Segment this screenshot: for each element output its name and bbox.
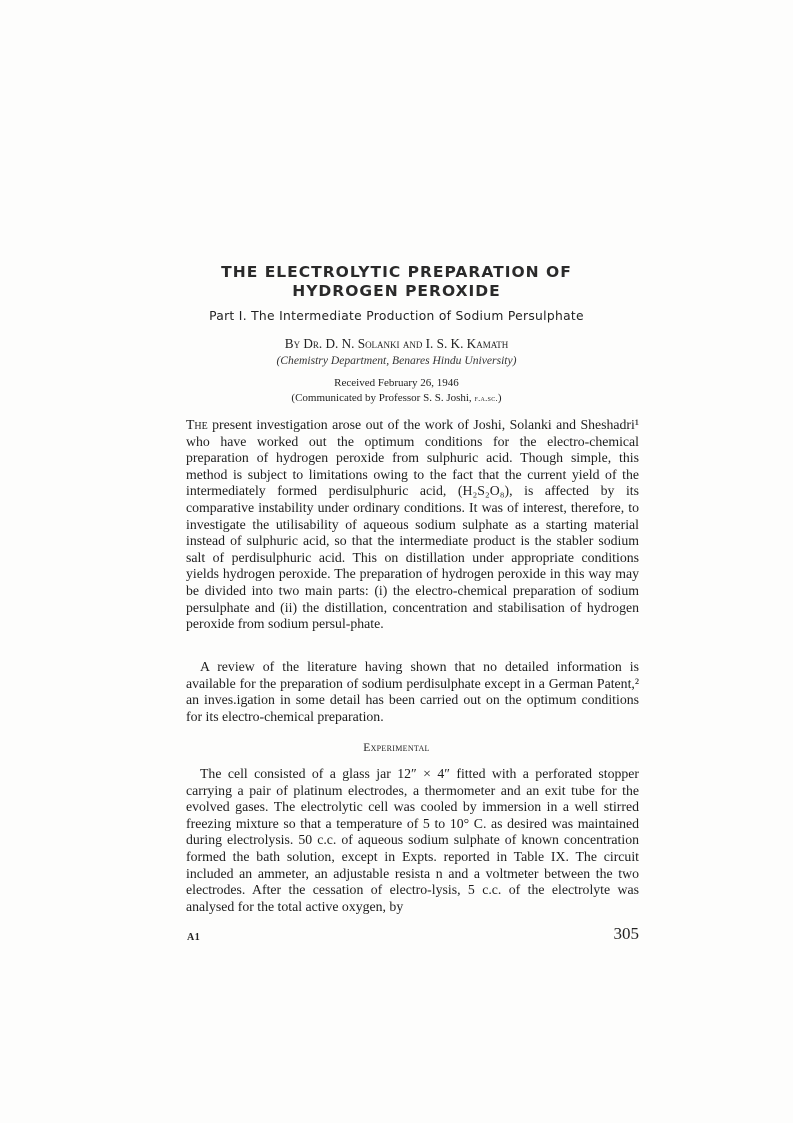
communicated-suffix: ) (497, 392, 502, 404)
affiliation: (Chemistry Department, Benares Hindu University) (276, 354, 517, 367)
introduction-text: present investigation arose out of the work of Joshi, Solanki and Sheshadri¹ who have worked out the optimum conditions for the electro-chemical preparation of hydrogen peroxide from sulphuric acid. Though simple, this method is subject to limitations owing to the fact that the current yield of the intermediately formed perdisulphuric acid, (H₂S₂O₈), is affected by its comparative instability under ordinary conditions. It was of interest, therefore, to investigate the utilisability of aqueous sodium sulphate as a starting material instead of sulphuric acid, so that the intermediate product is the stabler sodium salt of perdisulphuric acid. This on distillation under appropriate conditions yields hydrogen peroxide. The preparation of hydrogen peroxide in this way may be divided into two main parts: (i) the electro-chemical preparation of sodium persulphate and (ii) the distillation, concentration and stabilisation of hydrogen peroxide from sodium persul-phate. (186, 417, 639, 632)
signature-mark: A1 (187, 932, 201, 943)
experimental-paragraph: The cell consisted of a glass jar 12″ × 4″ fitted with a perforated stopper carrying a pair of platinum electrodes, a thermometer and an exit tube for the evolved gases. The electrolytic cell was cooled by immersion in a well stirred freezing mixture so that a temperature of 5 to 10° C. as desired was maintained during electrolysis. 50 c.c. of aqueous sodium sulphate of known concentration formed the bath solution, except in Expts. reported in Table IX. The circuit included an ammeter, an adjustable resista n and a voltmeter between the two electrodes. After the cessation of electro-lysis, 5 c.c. of the electrolyte was analysed for the total active oxygen, by (186, 766, 639, 914)
author-line: By Dr. D. N. Solanki and I. S. K. Kamath (284, 336, 509, 351)
literature-paragraph: A review of the literature having shown that no detailed information is available for the preparation of sodium perdisulphate except in a German Patent,² an inves.igation in some detail has been carried out on the optimum conditions for its electro-chemical preparation. (186, 659, 639, 724)
first-word: The (186, 417, 208, 432)
communicated-prefix: (Communicated by Professor S. S. Joshi, (291, 392, 472, 404)
article-subtitle: Part I. The Intermediate Production of Sodium Persulphate (209, 309, 584, 323)
section-heading-experimental: Experimental (363, 742, 430, 754)
article-title-line-2: HYDROGEN PEROXIDE (292, 282, 501, 300)
article-title-line-1: THE ELECTROLYTIC PREPARATION OF (221, 263, 572, 281)
communicated-by (150, 392, 643, 404)
page-number: 305 (613, 924, 639, 943)
received-date: Received February 26, 1946 (334, 377, 459, 389)
introduction-paragraph (186, 417, 639, 633)
communicator-title: f.a.sc. (474, 393, 498, 403)
